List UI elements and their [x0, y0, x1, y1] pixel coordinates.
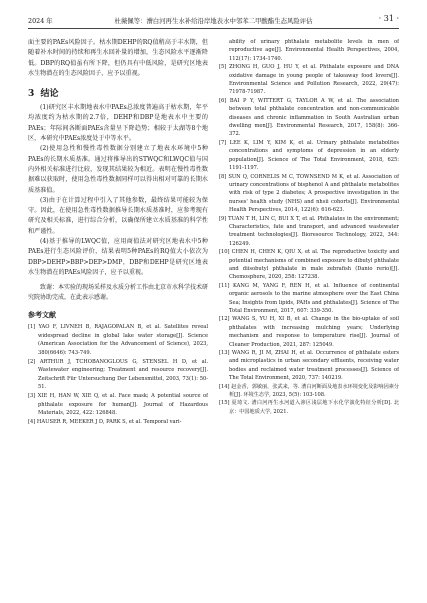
reference-7: [7] LEE K, LIM Y, KIM K, et al. Urinary phthalate metabolites concentrations and symptoms of depression in an elderly population[J]. Science of The Total Environment, 2018, 625: 1191-1197.: [219, 139, 399, 172]
section-title: 结论: [40, 89, 59, 100]
reference-5: [5] ZHONG H, GUO J, HU Y, et al. Phthalate exposure and DNA oxidative damage in young people of takeaway food lovers[J]. Environmental Science and Pollution Research, 2022, 29(47): 71978-71987.: [219, 64, 399, 96]
header-year: 2024 年: [28, 17, 53, 25]
section-number: 3: [28, 89, 35, 100]
section-heading: [28, 86, 208, 99]
running-header: [28, 12, 399, 29]
reference-6: [6] BAI P Y, WITTERT G, TAYLOR A W, et al. The association between total phthalate concentration and non-communicable diseases and chronic inflammation in South Australian urban dwelling men[J]. Environmental Research, 2017, 158(8): 366-372.: [219, 97, 399, 138]
reference-1: [1] YAO F, LIVNEH B, RAJAGOPALAN B, et al. Satellites reveal widespread decline in global lake water storage[J]. Science (American Association for the Advancement of Science), 2023, 380(6646): 743-749.: [28, 324, 208, 357]
reference-8: [8] SUN Q, CORNELIS M C, TOWNSEND M K, et al. Association of urinary concentrations of bisphenol A and phthalate metabolites with risk of type 2 diabetes; A prospective investigation in the nurses' health study (NHS) and nhsii cohorts[J]. Environmental Health Perspectives, 2014, 122(6): 616-623.: [219, 173, 399, 214]
right-column: [219, 38, 399, 595]
reference-9: [9] TUAN T H, LIN C, BUI X T, et al. Phthalates in the environment; Characteristics, fate and transport, and advanced wastewater treatment technologies[J]. Bioresource Technology, 2022, 344: 126249.: [219, 215, 399, 247]
reference-10: [10] CHEN H, CHEN K, QIU X, et al. The reproductive toxicity and potential mechanisms of combined exposure to dibutyl phthalate and diisobutyl phthalate in male zebrafish (Danio rerio)[J]. Chemosphere, 2020, 258: 127238.: [219, 249, 399, 281]
references-heading: 参考文献: [28, 310, 56, 320]
conclusion-3: (3)由于在计算过程中引入了其他参数，最终结果可能较为保守。因此，在使用急性毒性数据推导长期水质基准时，应参考现有研究及相关标准，进行综合分析，以确保所建立水质基准的科学性和严谨性。: [28, 196, 208, 235]
conclusion-2: (2)使用急性和慢性毒性数据分别建立了地表水环境中5种PAEs的长期水质基准。通过将推导出的STWQC和LWQC值与国内外相关标准进行比较，发现其结果较为相近。表明在慢性毒性数据难以获取时，使用急性毒性数据同样可以得出相对可靠的长期水质基准值。: [28, 145, 208, 194]
reference-15: [15] 夏琦文. 漕白河再生水河道入渗区浅层地下水化学演化特征分析[D]. 北京：中国地质大学, 2021.: [219, 400, 399, 415]
conclusion-4: (4)基于推导的LWQC值，应用商值法对研究区地表水中5种PAEs进行生态风险评价，结果表明5种PAEs的RQ值大小依次为DBP>DEHP>BBP>DEP>DMP，DBP和DEHP是研究区地表水生物潜在的PAEs风险因子，应予以重视。: [28, 238, 208, 276]
page-number: · 31 ·: [378, 14, 399, 23]
conclusion-1: (1)研究区丰水期地表水中PAEs总浓度普遍高于枯水期，年平均浓度约为枯水期的2.7倍，DEHP和DBP是地表水中主要的PAEs；年际间各断面PAEs含量呈下降趋势；相较于太湖等8个地区，本研究中PAEs浓度处于中等水平。: [28, 104, 208, 143]
reference-2: [2] ARTHUR J, TCHOBANOGLOUS G, STENSEL H D, et al. Wastewater engineering; Treatment and resource recovery[J]. Zeitschrift Für Untersuchung Der Lebensmittel, 2003, 73(1): 50-51.: [28, 358, 208, 391]
reference-14: [14] 赵金香，郭敏丽，张武来，等. 漕白河断面及地表水环境变化及影响因素分析[J]. 环境生态学, 2023, 5(5): 103-108.: [219, 383, 399, 399]
reference-4: [4] HAUSER R, MEEKER J D, PARK S, et al. Temporal vari-: [28, 418, 182, 425]
reference-4-continued: ability of urinary phthalate metabolite levels in men of reproductive age[J]. Environmental Health Perspectives, 2004, 112(17): 1734-1740.: [229, 39, 399, 62]
reference-12: [12] WANG S, YU H, XI B, et al. Change in the bio-uptake of soil phthalates with increasing mulching years; Underlying mechanism and response to temperature rise[J]. Journal of Cleaner Production, 2021, 287: 125049.: [219, 316, 399, 348]
reference-3: [3] XIE H, HAN W, XIE Q, et al. Face mask; A potential source of phthalate exposure for human[J]. Journal of Hazardous Materials, 2022, 422: 126848.: [28, 392, 208, 417]
reference-13: [13] WANG R, JI M, ZHAI H, et al. Occurrence of phthalate esters and microplastics in urban secondary effluents, receiving water bodies and reclaimed water treatment processes[J]. Science of The Total Environment, 2020, 737: 140219.: [219, 350, 399, 382]
left-column: [28, 38, 208, 595]
header-title: 杜薇佩等：漕白河再生水补给沿岸地表水中邻苯二甲酸酯生态风险评估: [114, 17, 313, 25]
reference-11: [11] KANG M, YANG F, REN H, et al. Influence of continental organic aerosols to the marine atmosphere over the East China Sea; Insights from lipids, PAHs and phthalates[J]. Science of The Total Environment, 2017, 607: 339-350.: [219, 282, 399, 314]
acknowledgement: 致谢：本实验的现场采样及水质分析工作由北京市水科学技术研究院协助完成，在此表示感谢。: [28, 284, 208, 302]
intro-paragraph: 面主要的PAEs风险因子。枯水期DEHP的RQ值稍高于丰水期，但随着补水时间的持续和再生水回补量的增加，生态风险水平逐渐降低。DBP的RQ值虽有所下降，但仍具有中低风险，是研究区地表水生物潜在的生态风险因子，应予以重视。: [28, 39, 208, 77]
